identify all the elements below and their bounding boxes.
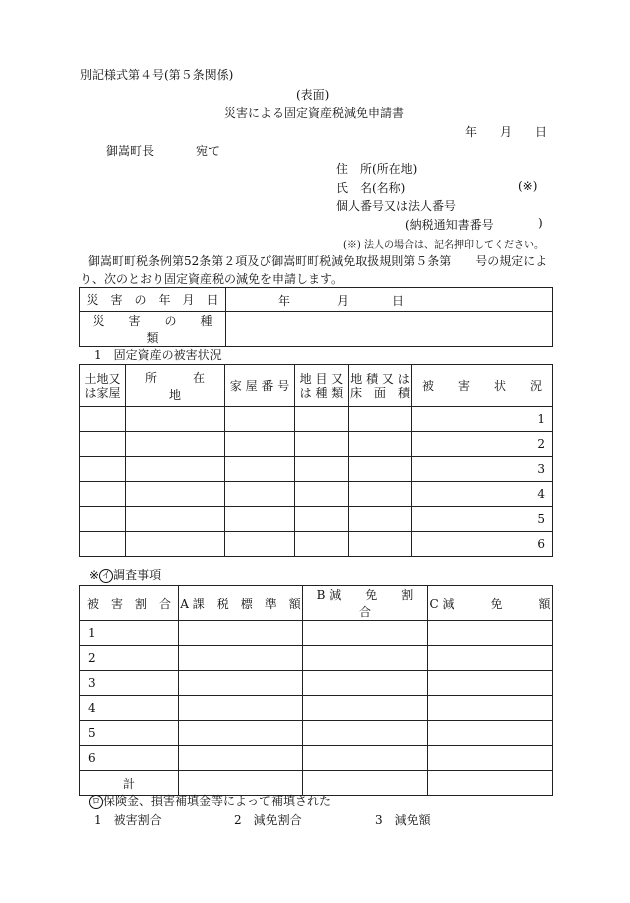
table-row — [80, 482, 553, 507]
cell-reduction-ratio[interactable] — [303, 621, 428, 646]
cell-area[interactable] — [349, 457, 412, 482]
cell-damage-status[interactable]: 1 — [412, 407, 553, 432]
cell-land-category[interactable] — [295, 407, 349, 432]
table-row — [80, 671, 553, 696]
cell-reduction-ratio[interactable] — [303, 671, 428, 696]
cell-reduction-amount[interactable] — [428, 646, 553, 671]
cell-total-label: 計 — [80, 771, 179, 796]
disaster-type-label: 災 害 の 種 類 — [80, 312, 226, 347]
header-land-category — [295, 365, 349, 407]
form-number: 別記様式第４号(第５条関係) — [80, 68, 234, 82]
cell-tax-base[interactable] — [179, 746, 303, 771]
cell-area[interactable] — [349, 507, 412, 532]
cell-land-category[interactable] — [295, 457, 349, 482]
section3-item2: 2 減免割合 — [234, 813, 302, 827]
cell-tax-base[interactable] — [179, 721, 303, 746]
cell-land-category[interactable] — [295, 532, 349, 557]
section2-asterisk: ※ — [89, 568, 100, 582]
table-row — [80, 721, 553, 746]
addressee-name: 御嵩町長 — [106, 144, 155, 158]
disaster-date-label: 災 害 の 年 月 日 — [80, 288, 226, 312]
header-land-line1: 地 目 又 — [299, 371, 344, 386]
cell-tax-base[interactable] — [179, 696, 303, 721]
header-location: 所 在 地 — [126, 365, 225, 407]
cell-reduction-amount[interactable] — [428, 621, 553, 646]
cell-damage-status[interactable]: 4 — [412, 482, 553, 507]
cell-reduction-ratio[interactable] — [303, 696, 428, 721]
cell-reduction-amount[interactable] — [428, 671, 553, 696]
cell-tax-base[interactable] — [179, 646, 303, 671]
cell-kind[interactable] — [80, 532, 126, 557]
table-row — [80, 746, 553, 771]
table-row — [80, 696, 553, 721]
cell-reduction-amount[interactable] — [428, 746, 553, 771]
date-year: 年 — [465, 125, 478, 139]
cell-location[interactable] — [126, 507, 225, 532]
cell-house-number[interactable] — [225, 457, 295, 482]
notice-number-close: ) — [538, 216, 543, 230]
table-row — [80, 507, 553, 532]
body-text-line2: り、次のとおり固定資産税の減免を申請します。 — [80, 272, 344, 286]
cell-reduction-ratio[interactable] — [303, 646, 428, 671]
section3-item1: 1 被害割合 — [94, 813, 162, 827]
seal-mark: (※) — [518, 179, 538, 193]
cell-damage-ratio[interactable]: 3 — [80, 671, 179, 696]
header-house-number: 家 屋 番 号 — [225, 365, 295, 407]
notice-number-label: (納税通知書番号 — [405, 218, 494, 232]
cell-house-number[interactable] — [225, 507, 295, 532]
id-number-label: 個人番号又は法人番号 — [336, 199, 457, 213]
cell-damage-status[interactable]: 6 — [412, 532, 553, 557]
cell-damage-ratio[interactable]: 6 — [80, 746, 179, 771]
table-row — [80, 432, 553, 457]
disaster-info-table — [79, 287, 553, 347]
cell-location[interactable] — [126, 532, 225, 557]
header-tax-base: A 課 税 標 準 額 — [179, 586, 303, 621]
header-damage-ratio: 被 害 割 合 — [80, 586, 179, 621]
cell-land-category[interactable] — [295, 507, 349, 532]
cell-location[interactable] — [126, 407, 225, 432]
section3-heading — [89, 792, 331, 809]
cell-damage-ratio[interactable]: 5 — [80, 721, 179, 746]
cell-damage-status[interactable]: 3 — [412, 457, 553, 482]
table-row — [80, 646, 553, 671]
section2-heading — [89, 566, 161, 583]
cell-land-category[interactable] — [295, 432, 349, 457]
cell-land-category[interactable] — [295, 482, 349, 507]
cell-damage-status[interactable]: 5 — [412, 507, 553, 532]
cell-reduction-amount[interactable] — [428, 721, 553, 746]
header-damage-status: 被 害 状 況 — [412, 365, 553, 407]
cell-kind[interactable] — [80, 432, 126, 457]
cell-reduction-ratio[interactable] — [303, 746, 428, 771]
header-area-line2: 床 面 積 — [349, 385, 410, 400]
cell-damage-ratio[interactable]: 4 — [80, 696, 179, 721]
disaster-date-day: 日 — [392, 294, 405, 308]
table-row — [80, 457, 553, 482]
addressee-suffix: 宛て — [196, 144, 221, 158]
cell-kind[interactable] — [80, 407, 126, 432]
header-kind-line1: 土地又 — [84, 371, 121, 386]
disaster-date-month: 月 — [337, 294, 350, 308]
table-row — [80, 532, 553, 557]
cell-kind[interactable] — [80, 482, 126, 507]
section3-item3: 3 減免額 — [375, 813, 431, 827]
corporation-note: (※) 法人の場合は、記名押印してください。 — [343, 240, 544, 251]
cell-damage-status[interactable]: 2 — [412, 432, 553, 457]
header-land-line2: は 種 類 — [299, 385, 344, 400]
cell-kind[interactable] — [80, 457, 126, 482]
date-day: 日 — [535, 125, 548, 139]
disaster-type-field[interactable] — [226, 312, 553, 347]
form-side-label: (表面) — [296, 88, 330, 102]
investigation-table — [79, 585, 553, 796]
body-text-line1: 御嵩町町税条例第52条第２項及び御嵩町町税減免取扱規則第５条第 号の規定によ — [88, 254, 548, 268]
cell-house-number[interactable] — [225, 407, 295, 432]
header-area — [349, 365, 412, 407]
table-row — [80, 621, 553, 646]
header-kind-line2: は家屋 — [84, 385, 121, 400]
section3-heading-text: 保険金、損害補填金等によって補填された — [103, 794, 332, 808]
cell-house-number[interactable] — [225, 432, 295, 457]
cell-area[interactable] — [349, 482, 412, 507]
cell-location[interactable] — [126, 432, 225, 457]
section2-heading-text: 調査事項 — [113, 568, 162, 582]
cell-tax-base[interactable] — [179, 671, 303, 696]
address-label: 住 所(所在地) — [336, 162, 418, 176]
cell-tax-base[interactable] — [179, 621, 303, 646]
table-row — [80, 407, 553, 432]
disaster-date-field[interactable] — [226, 288, 553, 312]
cell-house-number[interactable] — [225, 482, 295, 507]
header-kind — [80, 365, 126, 407]
header-reduction-amount: C 減 免 額 — [428, 586, 553, 621]
cell-total-reduction-amount[interactable] — [428, 771, 553, 796]
cell-damage-ratio[interactable]: 1 — [80, 621, 179, 646]
cell-damage-ratio[interactable]: 2 — [80, 646, 179, 671]
header-area-line1: 地 積 又 は — [350, 371, 410, 386]
cell-reduction-amount[interactable] — [428, 696, 553, 721]
cell-house-number[interactable] — [225, 532, 295, 557]
property-damage-table — [79, 364, 553, 557]
date-month: 月 — [500, 125, 513, 139]
section1-heading: 1 固定資産の被害状況 — [94, 348, 222, 362]
cell-area[interactable] — [349, 532, 412, 557]
cell-reduction-ratio[interactable] — [303, 721, 428, 746]
header-reduction-ratio: B 減 免 割 合 — [303, 586, 428, 621]
circled-ro-icon: ロ — [89, 795, 103, 809]
disaster-date-year: 年 — [278, 294, 291, 308]
document-title: 災害による固定資産税減免申請書 — [224, 106, 405, 120]
cell-area[interactable] — [349, 432, 412, 457]
cell-location[interactable] — [126, 457, 225, 482]
cell-kind[interactable] — [80, 507, 126, 532]
cell-area[interactable] — [349, 407, 412, 432]
cell-location[interactable] — [126, 482, 225, 507]
circled-i-icon: イ — [99, 569, 113, 583]
name-label: 氏 名(名称) — [336, 181, 406, 195]
